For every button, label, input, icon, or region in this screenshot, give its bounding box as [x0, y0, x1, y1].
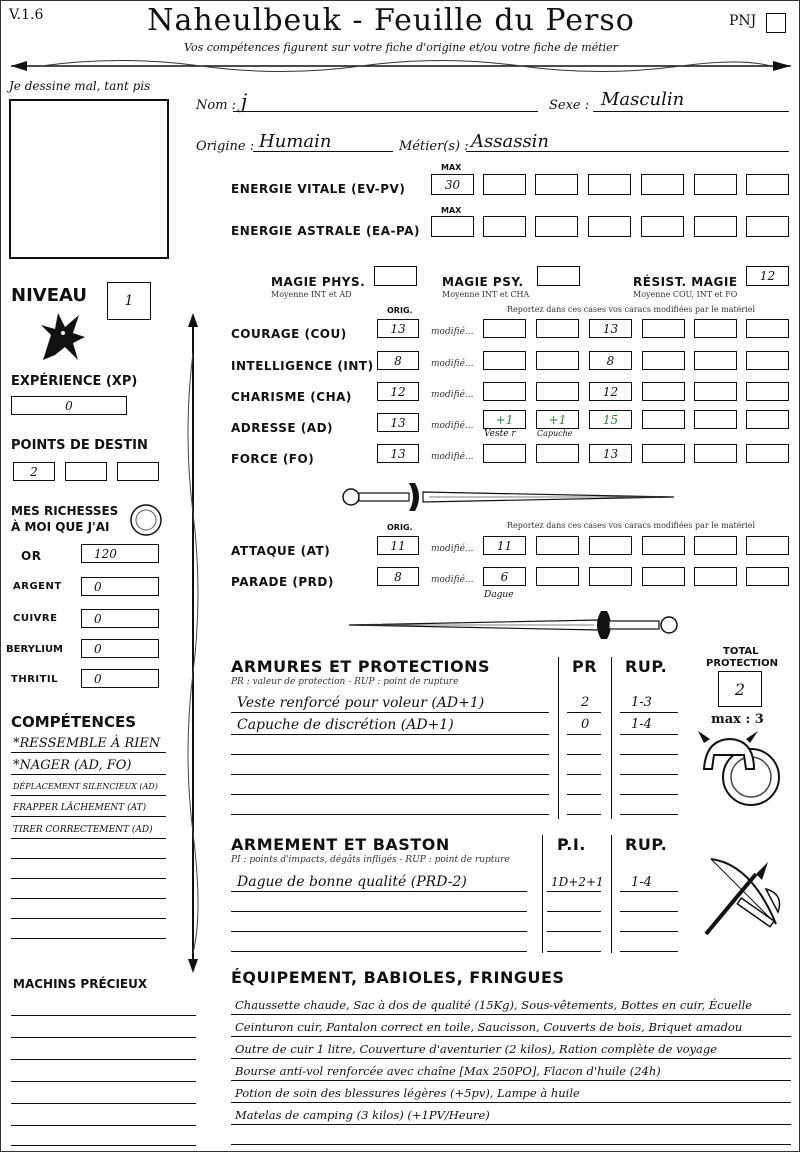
parade-mod-4[interactable] — [642, 567, 685, 586]
armement-title: ARMEMENT ET BASTON — [231, 835, 450, 854]
equipement-rule-6 — [231, 1124, 791, 1125]
ev-box-3[interactable] — [535, 174, 578, 195]
armure-line-1 — [231, 712, 549, 713]
attaque-orig-box[interactable]: 11 — [377, 536, 419, 555]
armure-line-3-rup — [620, 754, 678, 755]
or-label: OR — [21, 549, 42, 563]
equipement-title: ÉQUIPEMENT, BABIOLES, FRINGUES — [231, 968, 565, 987]
armures-divider-1 — [558, 657, 559, 819]
ea-box-2[interactable] — [483, 216, 526, 237]
force-mod-3[interactable]: 13 — [589, 444, 632, 463]
machins-line-4 — [11, 1081, 196, 1082]
armure-line-5 — [231, 794, 549, 795]
equipement-rule-1 — [231, 1014, 791, 1015]
sword-icon — [339, 607, 684, 643]
armure-line-6 — [231, 814, 549, 815]
force-label: FORCE (FO) — [231, 452, 315, 466]
combat-orig-label: ORIG. — [387, 523, 413, 532]
competence-5[interactable]: TIRER CORRECTEMENT (AD) — [13, 825, 153, 835]
arme-line-2-rup — [620, 911, 678, 912]
coin-icon — [129, 503, 163, 537]
sword-icon — [339, 479, 684, 515]
portrait-frame[interactable] — [9, 99, 169, 259]
courage-mod-1[interactable] — [483, 319, 526, 338]
charisme-modif-label: modifié... — [431, 390, 474, 400]
attaque-mod-6[interactable] — [746, 536, 789, 555]
sexe-field[interactable]: Masculin — [601, 89, 685, 110]
equipement-rule-4 — [231, 1080, 791, 1081]
arme-line-2-pi — [547, 911, 601, 912]
arme-line-1-pi — [547, 891, 601, 892]
ea-box-3[interactable] — [535, 216, 578, 237]
caracs-orig-label: ORIG. — [387, 306, 413, 315]
force-mod-5[interactable] — [694, 444, 737, 463]
arme-line-3-pi — [547, 931, 601, 932]
ev-max-label: MAX — [441, 163, 462, 172]
ev-box-4[interactable] — [588, 174, 631, 195]
pnj-checkbox[interactable] — [766, 13, 786, 33]
competence-line-2 — [11, 774, 166, 775]
magie-phys-note: Moyenne INT et AD — [271, 290, 352, 299]
arme-line-4-rup — [620, 951, 678, 952]
parade-mod-2[interactable] — [536, 567, 579, 586]
arme-line-1 — [231, 891, 527, 892]
competence-3[interactable]: DÉPLACEMENT SILENCIEUX (AD) — [13, 782, 158, 791]
total-protection-label-2: PROTECTION — [706, 658, 778, 669]
parade-label: PARADE (PRD) — [231, 575, 334, 589]
magie-phys-label: MAGIE PHYS. — [271, 275, 366, 289]
metier-field[interactable]: Assassin — [471, 131, 550, 152]
armement-divider-1 — [542, 835, 543, 953]
force-mod-6[interactable] — [746, 444, 789, 463]
charisme-mod-2[interactable] — [536, 382, 579, 401]
courage-label: COURAGE (COU) — [231, 327, 347, 341]
armure-row-2-rup[interactable]: 1-4 — [631, 717, 652, 732]
courage-mod-2[interactable] — [536, 319, 579, 338]
armure-row-2-pr[interactable]: 0 — [581, 717, 590, 732]
parade-mod-3[interactable] — [589, 567, 632, 586]
richesses-label-2: À MOI QUE J'AI — [11, 520, 110, 534]
spear-divider — [1, 55, 800, 77]
berylium-label: BERYLIUM — [6, 644, 64, 655]
equipement-line-3[interactable]: Outre de cuir 1 litre, Couverture d'aventurier (2 kilos), Ration complète de voyage — [235, 1042, 718, 1056]
adresse-label: ADRESSE (AD) — [231, 421, 334, 435]
machins-line-5 — [11, 1103, 196, 1104]
resist-magie-note: Moyenne COU, INT et FO — [633, 290, 738, 299]
armure-row-1-pr[interactable]: 2 — [581, 695, 590, 710]
parade-modif-label: modifié... — [431, 575, 474, 585]
equipement-rule-7 — [231, 1144, 791, 1145]
armure-line-4-rup — [620, 774, 678, 775]
intelligence-orig-box[interactable]: 8 — [377, 351, 419, 370]
charisme-label: CHARISME (CHA) — [231, 390, 352, 404]
adresse-mod-4[interactable] — [642, 410, 685, 429]
origine-label: Origine : — [196, 139, 255, 154]
armure-line-5-rup — [620, 794, 678, 795]
courage-mod-4[interactable] — [642, 319, 685, 338]
ea-box-6[interactable] — [694, 216, 737, 237]
competence-2[interactable]: *NAGER (AD, FO) — [13, 758, 132, 773]
weapons-icon — [696, 854, 791, 949]
machins-line-6 — [11, 1125, 196, 1126]
destin-label: POINTS DE DESTIN — [11, 438, 148, 453]
competence-line-10 — [11, 938, 166, 939]
ev-box-7[interactable] — [746, 174, 789, 195]
armement-subtitle: PI : points d'impacts, dégâts infligés - RUP : point de rupture — [231, 855, 510, 865]
competence-4[interactable]: FRAPPER LÂCHEMENT (AT) — [13, 803, 147, 813]
machins-label: MACHINS PRÉCIEUX — [13, 977, 148, 991]
arme-row-1-pi[interactable]: 1D+2+1 — [551, 875, 604, 889]
ea-box-4[interactable] — [588, 216, 631, 237]
adresse-orig-box[interactable]: 13 — [377, 413, 419, 432]
nom-line — [233, 111, 538, 112]
competence-line-3 — [11, 795, 166, 796]
cuivre-box[interactable]: 0 — [81, 609, 159, 628]
armures-subtitle: PR : valeur de protection - RUP : point de rupture — [231, 677, 459, 687]
charisme-mod-4[interactable] — [642, 382, 685, 401]
origine-field[interactable]: Humain — [259, 131, 332, 152]
staff-divider — [181, 313, 205, 973]
intelligence-mod-1[interactable] — [483, 351, 526, 370]
parade-mod-1[interactable]: 6 — [483, 567, 526, 586]
equipement-line-5[interactable]: Potion de soin des blessures légères (+5pv), Lampe à huile — [235, 1086, 580, 1100]
armure-line-2 — [231, 734, 549, 735]
sheet-title: Naheulbeuk - Feuille du Perso — [147, 3, 635, 38]
adresse-note-1: Veste r — [484, 429, 516, 439]
ev-label: ENERGIE VITALE (EV-PV) — [231, 182, 406, 196]
ea-max-box[interactable] — [431, 216, 474, 237]
armure-line-3-pr — [567, 754, 601, 755]
courage-mod-3[interactable]: 13 — [589, 319, 632, 338]
max-protection-text: max : 3 — [711, 712, 764, 727]
destin-box-1[interactable]: 2 — [13, 462, 55, 481]
ev-box-2[interactable] — [483, 174, 526, 195]
arme-line-3 — [231, 931, 527, 932]
adresse-mod-1[interactable]: +1 — [483, 410, 526, 429]
arme-row-1-name[interactable]: Dague de bonne qualité (PRD-2) — [237, 874, 467, 890]
intelligence-modif-label: modifié... — [431, 359, 474, 369]
armure-line-1-rup — [620, 712, 678, 713]
intelligence-label: INTELLIGENCE (INT) — [231, 359, 374, 373]
force-mod-2[interactable] — [536, 444, 579, 463]
charisme-mod-6[interactable] — [746, 382, 789, 401]
resist-magie-box[interactable]: 12 — [746, 266, 789, 286]
competence-1[interactable]: *RESSEMBLE À RIEN — [13, 736, 161, 751]
competences-label: COMPÉTENCES — [11, 713, 137, 731]
competence-line-8 — [11, 898, 166, 899]
armure-row-2-name[interactable]: Capuche de discrétion (AD+1) — [237, 717, 454, 733]
intelligence-mod-2[interactable] — [536, 351, 579, 370]
attaque-mod-3[interactable] — [589, 536, 632, 555]
armure-line-1-pr — [567, 712, 601, 713]
arme-line-2 — [231, 911, 527, 912]
equipement-line-2[interactable]: Ceinturon cuir, Pantalon correct en toile, Saucisson, Couverts de bois, Briquet amadou — [235, 1020, 743, 1034]
or-box[interactable]: 120 — [81, 544, 159, 563]
resist-magie-label: RÉSIST. MAGIE — [633, 275, 738, 289]
attaque-mod-5[interactable] — [694, 536, 737, 555]
berylium-box[interactable]: 0 — [81, 639, 159, 658]
parade-note: Dague — [484, 590, 514, 600]
adresse-mod-3[interactable]: 15 — [589, 410, 632, 429]
ea-label: ENERGIE ASTRALE (EA-PA) — [231, 224, 420, 238]
adresse-note-2: Capuche — [537, 429, 573, 438]
arme-line-4 — [231, 951, 527, 952]
armure-line-2-rup — [620, 734, 678, 735]
attaque-modif-label: modifié... — [431, 544, 474, 554]
caracs-report-note: Reportez dans ces cases vos caracs modifiées par le matériel — [507, 305, 756, 314]
competence-line-1 — [11, 752, 166, 753]
thritil-label: THRITIL — [11, 674, 59, 685]
ev-box-6[interactable] — [694, 174, 737, 195]
arme-line-3-rup — [620, 931, 678, 932]
armure-row-1-name[interactable]: Veste renforcé pour voleur (AD+1) — [237, 695, 485, 711]
adresse-mod-5[interactable] — [694, 410, 737, 429]
niveau-label: NIVEAU — [11, 285, 87, 306]
richesses-label-1: MES RICHESSES — [11, 504, 119, 518]
intelligence-mod-4[interactable] — [642, 351, 685, 370]
machins-line-1 — [11, 1015, 196, 1016]
charisme-mod-3[interactable]: 12 — [589, 382, 632, 401]
arme-line-4-pi — [547, 951, 601, 952]
armement-col-rup: RUP. — [625, 835, 668, 854]
version-label: V.1.6 — [9, 7, 44, 23]
adresse-mod-6[interactable] — [746, 410, 789, 429]
force-mod-1[interactable] — [483, 444, 526, 463]
equipement-line-4[interactable]: Bourse anti-vol renforcée avec chaîne [Max 250PO], Flacon d'huile (24h) — [235, 1064, 661, 1078]
arme-line-1-rup — [620, 891, 678, 892]
attaque-mod-1[interactable]: 11 — [483, 536, 526, 555]
competence-line-5 — [11, 838, 166, 839]
equipement-rule-5 — [231, 1102, 791, 1103]
armure-line-4-pr — [567, 774, 601, 775]
armement-divider-2 — [611, 835, 612, 953]
total-protection-box[interactable]: 2 — [718, 671, 762, 707]
force-modif-label: modifié... — [431, 452, 474, 462]
portrait-caption: Je dessine mal, tant pis — [9, 79, 151, 93]
armures-col-pr: PR — [572, 657, 598, 676]
combat-report-note: Reportez dans ces cases vos caracs modifiées par le matériel — [507, 521, 756, 530]
argent-box[interactable]: 0 — [81, 577, 159, 596]
argent-label: ARGENT — [13, 581, 62, 592]
experience-box[interactable]: 0 — [11, 396, 127, 415]
ev-box-5[interactable] — [641, 174, 684, 195]
armure-line-5-pr — [567, 794, 601, 795]
armure-line-4 — [231, 774, 549, 775]
nom-label: Nom : — [196, 98, 237, 113]
armure-line-3 — [231, 754, 549, 755]
armures-col-rup: RUP. — [625, 657, 668, 676]
machins-line-7 — [11, 1145, 196, 1146]
magie-psy-box[interactable] — [537, 266, 580, 286]
destin-box-3[interactable] — [117, 462, 159, 481]
force-mod-4[interactable] — [642, 444, 685, 463]
total-protection-label-1: TOTAL — [723, 646, 759, 657]
ev-max-box[interactable]: 30 — [431, 174, 474, 195]
parade-mod-6[interactable] — [746, 567, 789, 586]
parade-mod-5[interactable] — [694, 567, 737, 586]
armure-line-2-pr — [567, 734, 601, 735]
pnj-label: PNJ — [729, 13, 757, 29]
attaque-mod-4[interactable] — [642, 536, 685, 555]
equipement-rule-2 — [231, 1036, 791, 1037]
ea-max-label: MAX — [441, 206, 462, 215]
magie-psy-note: Moyenne INT et CHA — [442, 290, 530, 299]
courage-mod-5[interactable] — [746, 319, 789, 338]
intelligence-mod-6[interactable] — [746, 351, 789, 370]
sexe-label: Sexe : — [549, 98, 590, 113]
equipement-rule-3 — [231, 1058, 791, 1059]
sexe-line — [593, 111, 789, 112]
courage-orig-box[interactable]: 13 — [377, 319, 419, 338]
ea-box-5[interactable] — [641, 216, 684, 237]
ea-box-7[interactable] — [746, 216, 789, 237]
magie-phys-box[interactable] — [374, 266, 417, 286]
destin-box-2[interactable] — [65, 462, 107, 481]
niveau-box[interactable]: 1 — [107, 282, 151, 320]
armure-line-6-pr — [567, 814, 601, 815]
armure-line-6-rup — [620, 814, 678, 815]
attaque-mod-2[interactable] — [536, 536, 579, 555]
charisme-orig-box[interactable]: 12 — [377, 382, 419, 401]
charisme-mod-1[interactable] — [483, 382, 526, 401]
armure-row-1-rup[interactable]: 1-3 — [631, 695, 652, 710]
competence-line-4 — [11, 816, 166, 817]
arme-row-1-rup[interactable]: 1-4 — [631, 875, 652, 890]
armures-title: ARMURES ET PROTECTIONS — [231, 657, 490, 676]
adresse-modif-label: modifié... — [431, 421, 474, 431]
helmet-shield-icon — [696, 729, 781, 814]
adresse-mod-2[interactable]: +1 — [536, 410, 579, 429]
thritil-box[interactable]: 0 — [81, 669, 159, 688]
attaque-label: ATTAQUE (AT) — [231, 544, 331, 558]
competence-line-9 — [11, 918, 166, 919]
equipement-line-6[interactable]: Matelas de camping (3 kilos) (+1PV/Heure) — [235, 1108, 490, 1122]
courage-modif-label: modifié... — [431, 327, 474, 337]
intelligence-mod-5[interactable] — [694, 351, 737, 370]
machins-line-2 — [11, 1037, 196, 1038]
sheet-subtitle: Vos compétences figurent sur votre fiche d'origine et/ou votre fiche de métier — [184, 41, 618, 54]
equipement-line-1[interactable]: Chaussette chaude, Sac à dos de qualité (15Kg), Sous-vêtements, Bottes en cuir, Écuelle — [235, 998, 753, 1012]
charisme-mod-5[interactable] — [694, 382, 737, 401]
dragon-icon — [33, 305, 88, 365]
parade-orig-box[interactable]: 8 — [377, 567, 419, 586]
competence-line-6 — [11, 858, 166, 859]
force-orig-box[interactable]: 13 — [377, 444, 419, 463]
courage-mod-6[interactable] — [694, 319, 737, 338]
metier-label: Métier(s) : — [399, 139, 469, 154]
cuivre-label: CUIVRE — [13, 613, 58, 624]
magie-psy-label: MAGIE PSY. — [442, 275, 524, 289]
nom-field[interactable]: j — [241, 89, 248, 113]
intelligence-mod-3[interactable]: 8 — [589, 351, 632, 370]
armures-divider-2 — [611, 657, 612, 819]
armement-col-pi: P.I. — [557, 835, 586, 854]
machins-line-3 — [11, 1059, 196, 1060]
competence-line-7 — [11, 878, 166, 879]
experience-label: EXPÉRIENCE (XP) — [11, 374, 138, 389]
